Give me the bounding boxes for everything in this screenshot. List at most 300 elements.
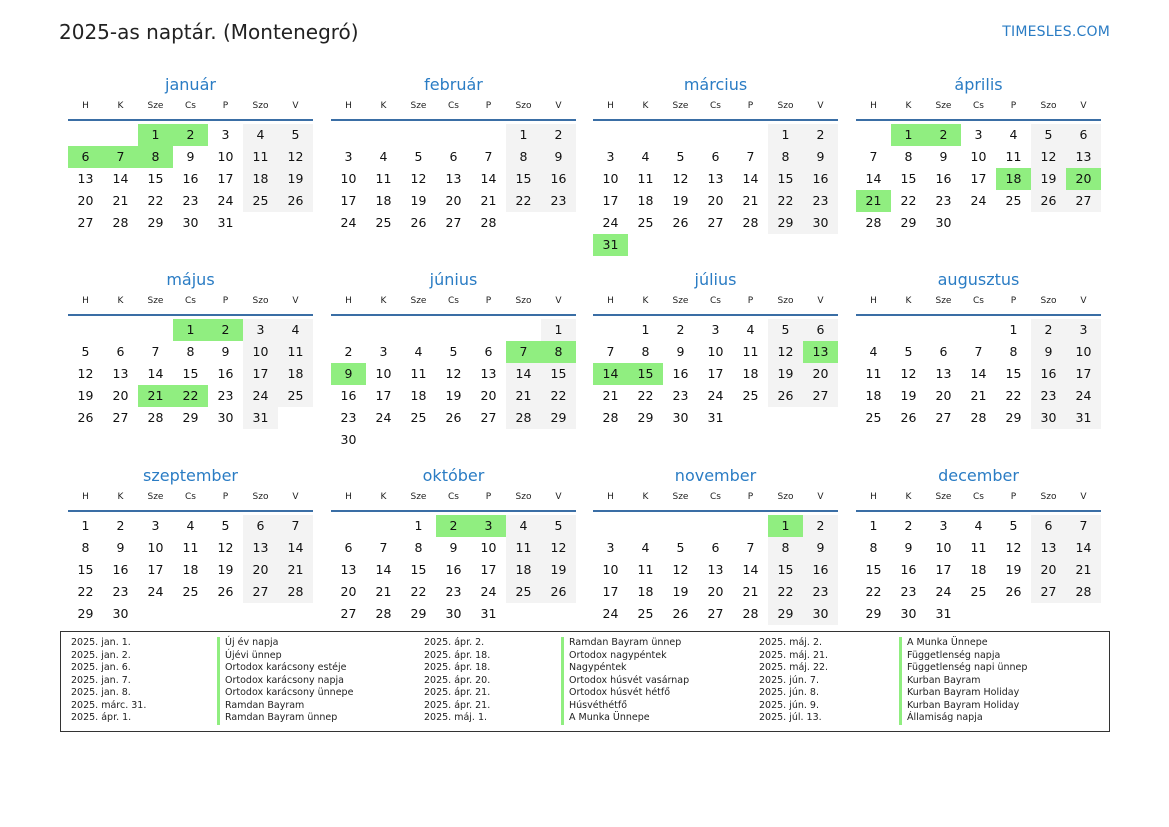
day-header-row <box>593 99 838 121</box>
day-cell: 7 <box>484 149 493 164</box>
day-cell: 5 <box>1009 518 1018 533</box>
day-header-row <box>68 490 313 512</box>
day-cell: 12 <box>410 171 427 186</box>
day-cell: 17 <box>1066 363 1101 385</box>
holiday-name: Államiság napja <box>907 712 983 723</box>
day-cell: 13 <box>1066 146 1101 168</box>
day-cell: 10 <box>147 540 164 555</box>
day-cell: 17 <box>602 584 619 599</box>
day-header: P <box>485 296 492 306</box>
day-header: Szo <box>252 296 269 306</box>
day-cell: 21 <box>506 385 541 407</box>
day-cell: 12 <box>672 171 689 186</box>
day-header: H <box>870 296 877 306</box>
day-cell: 26 <box>768 385 803 407</box>
day-cell: 21 <box>278 559 313 581</box>
day-header: Sze <box>935 296 952 306</box>
day-cell: 26 <box>278 190 313 212</box>
day-header: H <box>607 101 614 111</box>
day-cell: 18 <box>182 562 199 577</box>
day-header: H <box>82 101 89 111</box>
holiday-date: 2025. márc. 31. <box>71 699 147 711</box>
month-augusztus <box>856 269 1101 448</box>
day-cell: 13 <box>707 562 724 577</box>
day-cell: 24 <box>340 215 357 230</box>
day-cell: 11 <box>865 366 882 381</box>
day-header: V <box>817 296 824 306</box>
day-cell: 9 <box>676 344 685 359</box>
day-cell: 19 <box>541 559 576 581</box>
day-header: K <box>642 296 649 306</box>
holiday-day-cell: 2 <box>436 515 471 537</box>
holiday-date: 2025. jún. 8. <box>759 687 820 698</box>
month-name: április <box>954 75 1003 94</box>
day-cell: 4 <box>278 319 313 341</box>
holiday-name: Ramdan Bayram ünnep <box>569 637 682 648</box>
day-grid <box>856 121 1101 253</box>
holiday-day-cell: 15 <box>628 363 663 385</box>
day-cell: 16 <box>340 388 357 403</box>
day-cell: 7 <box>379 540 388 555</box>
day-cell: 18 <box>637 193 654 208</box>
day-cell: 6 <box>344 540 353 555</box>
holiday-name: Kurban Bayram Holiday <box>907 687 1020 698</box>
holiday-day-cell: 31 <box>593 234 628 256</box>
day-header: P <box>1010 101 1017 111</box>
day-cell: 10 <box>970 149 987 164</box>
holiday-name: Ortodox húsvét hétfő <box>569 687 671 698</box>
day-header: Sze <box>410 296 427 306</box>
day-cell: 17 <box>480 562 497 577</box>
day-cell: 15 <box>506 168 541 190</box>
day-cell: 5 <box>904 344 913 359</box>
holiday-day-cell: 3 <box>471 515 506 537</box>
day-cell: 25 <box>1005 193 1022 208</box>
day-cell: 26 <box>410 215 427 230</box>
day-cell: 11 <box>637 171 654 186</box>
day-cell: 11 <box>742 344 759 359</box>
day-header-row <box>593 490 838 512</box>
day-cell: 4 <box>414 344 423 359</box>
day-cell: 3 <box>151 518 160 533</box>
day-cell: 13 <box>340 562 357 577</box>
day-cell: 23 <box>541 190 576 212</box>
day-cell: 17 <box>935 562 952 577</box>
day-header: H <box>870 101 877 111</box>
day-cell: 22 <box>1005 388 1022 403</box>
holiday-day-cell: 9 <box>331 363 366 385</box>
day-header: P <box>222 296 229 306</box>
day-cell: 5 <box>81 344 90 359</box>
day-cell: 25 <box>742 388 759 403</box>
day-header: P <box>747 101 754 111</box>
day-cell: 8 <box>869 540 878 555</box>
day-header: K <box>642 101 649 111</box>
holiday-name: Nagypéntek <box>569 662 627 673</box>
day-cell: 30 <box>672 410 689 425</box>
day-cell: 23 <box>900 584 917 599</box>
day-header: Cs <box>448 492 459 502</box>
day-cell: 30 <box>112 606 129 621</box>
day-cell: 12 <box>77 366 94 381</box>
day-cell: 11 <box>243 146 278 168</box>
day-cell: 3 <box>711 322 720 337</box>
day-cell: 21 <box>375 584 392 599</box>
day-cell: 23 <box>217 388 234 403</box>
day-cell: 11 <box>410 366 427 381</box>
day-cell: 3 <box>606 149 615 164</box>
day-cell: 24 <box>602 606 619 621</box>
month-december <box>856 465 1101 644</box>
day-cell: 4 <box>1009 127 1018 142</box>
day-cell: 12 <box>1031 146 1066 168</box>
day-cell: 25 <box>637 215 654 230</box>
day-cell: 22 <box>865 584 882 599</box>
day-cell: 19 <box>217 562 234 577</box>
day-grid <box>593 316 838 448</box>
day-cell: 7 <box>278 515 313 537</box>
holiday-list <box>60 631 1110 732</box>
month-január <box>68 74 313 253</box>
day-header: Sze <box>935 492 952 502</box>
day-cell: 11 <box>970 540 987 555</box>
day-cell: 27 <box>480 410 497 425</box>
day-cell: 23 <box>672 388 689 403</box>
day-cell: 18 <box>865 388 882 403</box>
day-cell: 30 <box>217 410 234 425</box>
day-cell: 1 <box>414 518 423 533</box>
day-cell: 4 <box>974 518 983 533</box>
day-header: V <box>292 101 299 111</box>
day-header: H <box>607 492 614 502</box>
day-grid <box>68 512 313 644</box>
day-header: H <box>82 492 89 502</box>
day-header: Sze <box>672 101 689 111</box>
holiday-day-cell: 14 <box>593 363 628 385</box>
day-cell: 31 <box>217 215 234 230</box>
day-cell: 26 <box>445 410 462 425</box>
day-cell: 18 <box>410 388 427 403</box>
month-name: március <box>683 75 748 94</box>
month-február <box>331 74 576 253</box>
day-cell: 29 <box>541 407 576 429</box>
day-cell: 31 <box>480 606 497 621</box>
day-cell: 27 <box>445 215 462 230</box>
day-cell: 5 <box>449 344 458 359</box>
day-cell: 16 <box>112 562 129 577</box>
holiday-name: Ramdan Bayram <box>225 699 305 711</box>
day-cell: 9 <box>939 149 948 164</box>
day-cell: 27 <box>803 385 838 407</box>
day-cell: 12 <box>672 562 689 577</box>
day-cell: 22 <box>147 193 164 208</box>
day-cell: 24 <box>243 385 278 407</box>
day-cell: 29 <box>77 606 94 621</box>
day-cell: 30 <box>340 432 357 447</box>
day-cell: 22 <box>506 190 541 212</box>
month-április <box>856 74 1101 253</box>
day-cell: 5 <box>414 149 423 164</box>
day-cell: 18 <box>375 193 392 208</box>
day-cell: 10 <box>602 171 619 186</box>
day-cell: 6 <box>243 515 278 537</box>
day-cell: 2 <box>116 518 125 533</box>
holiday-day-cell: 20 <box>1066 168 1101 190</box>
day-cell: 28 <box>865 215 882 230</box>
brand-link[interactable]: TIMESLES.COM <box>1002 24 1110 40</box>
day-header: Cs <box>185 101 196 111</box>
day-cell: 14 <box>742 171 759 186</box>
day-cell: 21 <box>112 193 129 208</box>
day-cell: 4 <box>641 540 650 555</box>
holiday-names-column <box>899 637 1027 725</box>
day-cell: 6 <box>1066 124 1101 146</box>
day-cell: 3 <box>939 518 948 533</box>
day-cell: 13 <box>77 171 94 186</box>
day-cell: 5 <box>278 124 313 146</box>
day-cell: 23 <box>1031 385 1066 407</box>
day-cell: 26 <box>1031 190 1066 212</box>
day-grid <box>68 121 313 253</box>
holiday-date: 2025. ápr. 21. <box>424 699 491 711</box>
day-header: Sze <box>147 296 164 306</box>
day-header: P <box>485 492 492 502</box>
day-cell: 19 <box>1031 168 1066 190</box>
holiday-name: Kurban Bayram Holiday <box>907 699 1020 711</box>
holiday-date: 2025. ápr. 2. <box>424 637 485 648</box>
holiday-date: 2025. jún. 9. <box>759 699 820 711</box>
day-cell: 23 <box>340 410 357 425</box>
day-cell: 23 <box>935 193 952 208</box>
month-name: július <box>694 270 737 289</box>
day-header: K <box>117 492 124 502</box>
day-header-row <box>331 490 576 512</box>
day-header: Sze <box>410 101 427 111</box>
holiday-day-cell: 1 <box>768 515 803 537</box>
day-cell: 21 <box>602 388 619 403</box>
day-cell: 27 <box>243 581 278 603</box>
day-cell: 12 <box>541 537 576 559</box>
day-cell: 10 <box>243 341 278 363</box>
day-cell: 1 <box>1009 322 1018 337</box>
day-cell: 16 <box>1031 363 1066 385</box>
holiday-name: Új év napja <box>225 637 279 648</box>
day-cell: 20 <box>77 193 94 208</box>
day-cell: 27 <box>77 215 94 230</box>
day-cell: 9 <box>221 344 230 359</box>
day-cell: 15 <box>182 366 199 381</box>
day-cell: 11 <box>278 341 313 363</box>
day-cell: 20 <box>480 388 497 403</box>
day-cell: 9 <box>803 146 838 168</box>
day-cell: 23 <box>112 584 129 599</box>
day-cell: 18 <box>970 562 987 577</box>
day-header-row <box>856 294 1101 316</box>
day-cell: 1 <box>768 124 803 146</box>
day-cell: 19 <box>768 363 803 385</box>
day-cell: 8 <box>506 146 541 168</box>
day-cell: 24 <box>935 584 952 599</box>
day-cell: 16 <box>672 366 689 381</box>
day-cell: 17 <box>970 171 987 186</box>
day-cell: 20 <box>340 584 357 599</box>
month-name: június <box>429 270 478 289</box>
day-header: Cs <box>448 101 459 111</box>
day-header: Cs <box>185 296 196 306</box>
day-header: K <box>380 492 387 502</box>
day-cell: 24 <box>707 388 724 403</box>
holiday-dates-column <box>71 637 146 725</box>
holiday-day-cell: 2 <box>926 124 961 146</box>
day-cell: 19 <box>445 388 462 403</box>
holiday-dates-column <box>759 637 828 725</box>
day-cell: 4 <box>641 149 650 164</box>
holiday-names-column <box>217 637 353 725</box>
day-cell: 26 <box>672 606 689 621</box>
day-cell: 9 <box>449 540 458 555</box>
day-cell: 2 <box>803 124 838 146</box>
day-cell: 1 <box>506 124 541 146</box>
holiday-name: Ortodox húsvét vasárnap <box>569 674 690 686</box>
day-cell: 13 <box>112 366 129 381</box>
day-cell: 28 <box>278 581 313 603</box>
holiday-name: Húsvéthétfő <box>569 699 628 711</box>
holiday-date: 2025. ápr. 18. <box>424 662 491 673</box>
day-header-row <box>856 99 1101 121</box>
day-cell: 10 <box>340 171 357 186</box>
holiday-day-cell: 18 <box>996 168 1031 190</box>
holiday-date: 2025. máj. 2. <box>759 637 823 648</box>
holiday-date: 2025. máj. 1. <box>424 712 488 723</box>
day-cell: 23 <box>182 193 199 208</box>
day-cell: 28 <box>602 410 619 425</box>
holiday-date: 2025. ápr. 1. <box>71 712 132 723</box>
month-június <box>331 269 576 448</box>
day-cell: 18 <box>742 366 759 381</box>
holiday-day-cell: 7 <box>103 146 138 168</box>
day-cell: 15 <box>77 562 94 577</box>
day-cell: 10 <box>1066 341 1101 363</box>
day-header: H <box>345 296 352 306</box>
day-grid <box>593 512 838 644</box>
day-cell: 24 <box>217 193 234 208</box>
day-cell: 18 <box>278 363 313 385</box>
day-cell: 13 <box>707 171 724 186</box>
day-header: Sze <box>147 101 164 111</box>
day-cell: 13 <box>243 537 278 559</box>
day-cell: 17 <box>340 193 357 208</box>
day-cell: 12 <box>445 366 462 381</box>
day-cell: 24 <box>970 193 987 208</box>
day-cell: 13 <box>480 366 497 381</box>
day-cell: 18 <box>637 584 654 599</box>
day-header: Cs <box>710 101 721 111</box>
day-cell: 6 <box>711 540 720 555</box>
day-cell: 5 <box>768 319 803 341</box>
month-name: szeptember <box>142 466 238 485</box>
day-cell: 30 <box>900 606 917 621</box>
day-cell: 11 <box>506 537 541 559</box>
day-cell: 19 <box>672 584 689 599</box>
day-header-row <box>68 99 313 121</box>
day-cell: 2 <box>803 515 838 537</box>
holiday-name: Ortodox nagypéntek <box>569 649 667 661</box>
month-március <box>593 74 838 253</box>
day-cell: 6 <box>484 344 493 359</box>
day-cell: 29 <box>900 215 917 230</box>
holiday-date: 2025. jan. 6. <box>71 662 131 673</box>
day-header: K <box>117 296 124 306</box>
day-cell: 14 <box>147 366 164 381</box>
day-cell: 7 <box>151 344 160 359</box>
day-cell: 17 <box>707 366 724 381</box>
day-cell: 19 <box>1005 562 1022 577</box>
day-grid <box>856 316 1101 448</box>
day-cell: 5 <box>221 518 230 533</box>
day-cell: 11 <box>1005 149 1022 164</box>
holiday-name: Ramdan Bayram ünnep <box>225 712 338 723</box>
holiday-date: 2025. jan. 8. <box>71 687 131 698</box>
day-cell: 6 <box>803 319 838 341</box>
day-cell: 7 <box>1066 515 1101 537</box>
day-cell: 10 <box>707 344 724 359</box>
day-header: Szo <box>515 101 532 111</box>
day-cell: 17 <box>375 388 392 403</box>
day-cell: 3 <box>221 127 230 142</box>
holiday-date: 2025. ápr. 20. <box>424 674 491 686</box>
day-header: V <box>555 296 562 306</box>
holiday-date: 2025. ápr. 18. <box>424 649 491 661</box>
day-header: Szo <box>515 296 532 306</box>
day-grid <box>593 121 838 253</box>
holiday-name: Függetlenség napi ünnep <box>907 662 1028 673</box>
day-header-row <box>331 294 576 316</box>
holiday-day-cell: 21 <box>138 385 173 407</box>
day-header: Sze <box>672 296 689 306</box>
day-cell: 6 <box>116 344 125 359</box>
day-cell: 2 <box>676 322 685 337</box>
day-header: K <box>905 296 912 306</box>
day-cell: 26 <box>541 581 576 603</box>
day-header-row <box>856 490 1101 512</box>
holiday-date: 2025. máj. 22. <box>759 662 829 673</box>
day-cell: 11 <box>375 171 392 186</box>
holiday-date: 2025. máj. 21. <box>759 649 829 661</box>
day-cell: 17 <box>217 171 234 186</box>
day-cell: 7 <box>746 540 755 555</box>
month-október <box>331 465 576 644</box>
holiday-day-cell: 7 <box>506 341 541 363</box>
day-cell: 24 <box>480 584 497 599</box>
day-cell: 24 <box>375 410 392 425</box>
day-cell: 27 <box>707 215 724 230</box>
day-cell: 2 <box>344 344 353 359</box>
day-cell: 25 <box>637 606 654 621</box>
day-header: Cs <box>973 492 984 502</box>
day-cell: 21 <box>970 388 987 403</box>
day-cell: 27 <box>112 410 129 425</box>
holiday-day-cell: 8 <box>138 146 173 168</box>
day-header: Szo <box>777 101 794 111</box>
day-cell: 1 <box>541 319 576 341</box>
day-cell: 20 <box>935 388 952 403</box>
day-header: H <box>345 101 352 111</box>
holiday-name: Függetlenség napja <box>907 649 1001 661</box>
day-cell: 10 <box>375 366 392 381</box>
day-cell: 15 <box>900 171 917 186</box>
day-cell: 28 <box>742 606 759 621</box>
day-cell: 20 <box>707 584 724 599</box>
